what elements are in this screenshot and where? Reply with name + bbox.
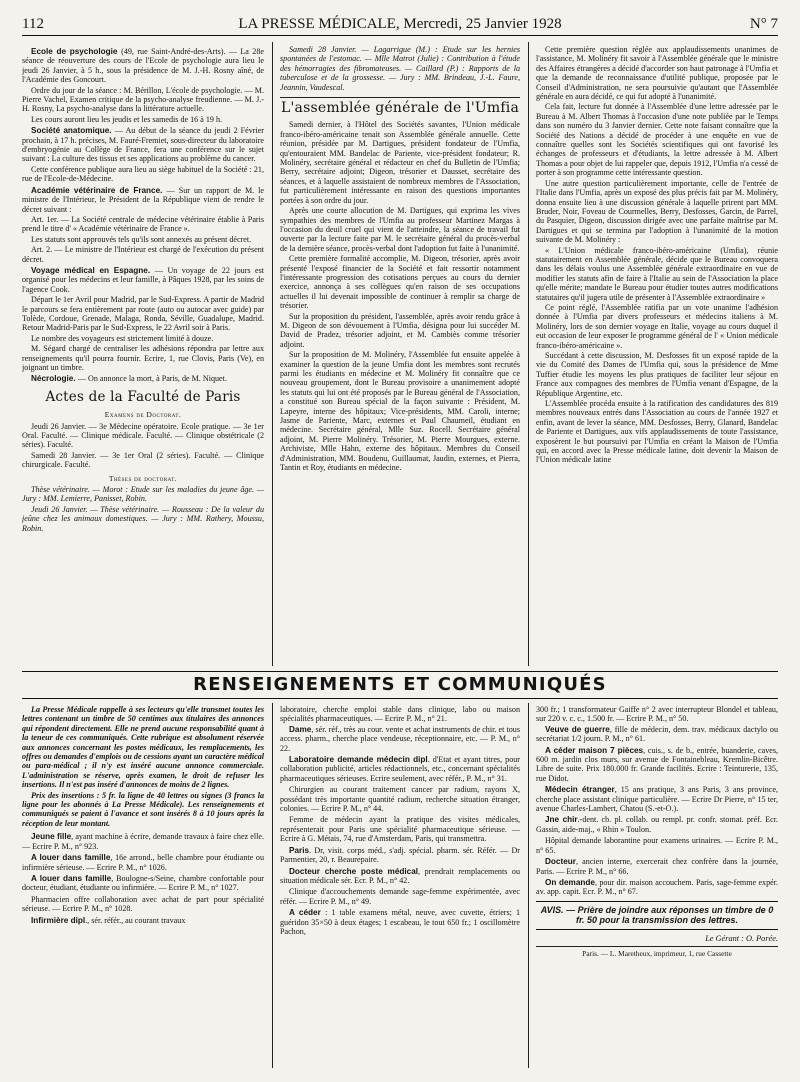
column-1 — [22, 45, 264, 669]
classified-ad — [22, 832, 264, 851]
ad-text: ., sér. référ., au courant travaux — [85, 915, 186, 925]
article-paragraph — [536, 246, 778, 302]
classified-ad — [280, 755, 520, 783]
classified-ad — [536, 815, 778, 834]
item-heading: Nécrologie. — [31, 374, 78, 384]
exam-paragraph: Jeudi 26 Janvier. — 3e Médecine opératoire. Ecole pratique. — 3e 1er Oral. Faculté. — Clinique médicale. Faculté. — Clinique obstétricale (2 séries). Faculté. — [22, 421, 264, 450]
classified-ad — [536, 836, 778, 855]
ad-text: Clinique d'accouchements demande sage-femme expérimentée, avec référ. — Ecrire P. M., n° 49. — [280, 887, 520, 906]
item-text: Cette conférence publique aura lieu au siège habituel de la Société : 21, rue de l'Ecole-de-Médecine. — [22, 164, 264, 184]
ad-lead: Infirmière dipl — [31, 915, 86, 925]
printer-line: Paris. — L. Maretheux, imprimeur, 1, rue Cassette — [536, 946, 778, 958]
item-text: Art. 2. — Le ministre de l'Intérieur est chargé de l'exécution du présent décret. — [22, 245, 264, 264]
ads-pricing: Prix des insertions : 5 fr. la ligne de 40 lettres ou signes (3 francs la ligne pour les abonnés à La Presse Médicale). Les renseignements et communiqués se paient à l'avance et sont insérés 8 à 10 jours après la réception de leur montant. — [22, 790, 264, 828]
news-item — [22, 266, 264, 294]
ad-text: , sér. réf., très au cour. vente et achat instruments de chir. et tous access. pharm., cherche place vendeuse, réceptionnaire, etc. — P. M., n° 22. — [280, 724, 520, 753]
news-item — [22, 215, 264, 234]
ad-text: Pharmacien offre collaboration avec achat de part pour spécialité sérieuse. — Ecrire P. M., n° 1028. — [22, 894, 264, 914]
item-text: 300 fr.; 1 transformateur Gaiffe n° 2 avec interrupteur Blondel et tableau, sur 220 v. c. c., 1.500 fr. — Ecrire P. M., n° 50. — [536, 705, 778, 724]
ad-text: .-dent. cb. pl. collab. ou rempl. pr. confr. stomat. préf. Ecr. Gassin, aide-maj., « Rhin » Toulon. — [536, 815, 778, 834]
section-title: RENSEIGNEMENTS ET COMMUNIQUÉS — [193, 674, 607, 695]
classified-ad — [280, 846, 520, 865]
item-heading: Voyage médical en Espagne. — [31, 265, 155, 275]
exam-paragraph: Samedi 28 Janvier. — 3e 1er Oral (2 séries). Faculté. — Clinique chirurgicale. Faculté. — [22, 450, 264, 470]
ad-text: , prendrait remplacements ou situation médicale sér. Ecr. P. M., n° 42. — [280, 866, 520, 885]
article-paragraph — [536, 399, 778, 465]
ad-text: , pour dir. maison accouchem. Paris, sage-femme expér. av. app. capit. Ecr. P. M., n° 67. — [536, 877, 778, 897]
page-header — [22, 16, 778, 36]
item-heading: Académie vétérinaire de France. — [31, 185, 167, 195]
classified-ad — [280, 887, 520, 906]
ads-intro: La Presse Médicale rappelle à ses lecteurs qu'elle transmet toutes les lettres contenant un timbre de 50 centimes aux titulaires des annonces qui répondent directement. Elle ne prend aucune responsabilité quant à la teneur de ces communiqués. Cette rubrique est absolument réservée aux annonces concernant les postes médicaux, les remplacements, les offres ou demandes d'emplois ou de cessions ayant un caractère médical ou para-médical ; il n'y est inséré aucune annonce commerciale. L'administration se réserve, après examen, le droit de refuser les insertions. Il n'est pas inséré d'annonces de moins de 2 lignes. — [22, 705, 264, 790]
ad-text: , cuis., s. de b., entrée, buanderie, caves, 600 m. jardin clos murs, sur avenue de Fontainebleau, Kremlin-Bicêtre. Libre de suite. Prix 180.000 fr. Grande facilités. Ecrire : Teinturerie, 135, rue Didot. — [536, 745, 778, 783]
item-text: Ordre du jour de la séance : M. Bérillon, L'école de psychologie. — M. Pierre Vachel, Examen critique de la psycho-analyse freudienne. — M. J.-H. Rosny, La psycho-analyse dans la littérature actuelle. — [22, 85, 264, 114]
column-rule — [272, 703, 273, 1068]
news-item — [22, 86, 264, 114]
umfia-article — [280, 120, 520, 472]
ad-text: Chirurgien au courant traitement cancer par radium, rayons X, possédant très importante quantité radium, recherche situation étranger, colonies. — Ecrire P. M., n° 44. — [280, 785, 520, 814]
news-item — [22, 344, 264, 372]
classified-ad — [536, 785, 778, 813]
column-rule — [528, 703, 529, 1068]
news-item — [22, 186, 264, 214]
thesis-paragraph: Jeudi 26 Janvier. — Thèse vétérinaire. — Rousseau : De la valeur du jeûne chez les animaux domestiques. — Jury : MM. Rathery, Moussu, Robin. — [22, 504, 264, 533]
ad-text: , ancien interne, exercerait chez confrère dans la journée, Paris. — Ecrire P. M., n° 66. — [536, 857, 778, 876]
thesis-paragraph: Thèse vétérinaire. — Morot : Etude sur les maladies du jeune âge. — Jury : MM. Lemierre, Panisset, Robin. — [22, 485, 264, 504]
umfia-article-continued — [536, 45, 778, 465]
classified-ad — [280, 705, 520, 724]
ad-lead: Laboratoire demande médecin dipl — [289, 755, 428, 765]
ad-lead: Docteur cherche poste médical — [289, 866, 419, 876]
article-paragraph — [536, 102, 778, 177]
ad-lead: A louer dans famille — [31, 853, 111, 863]
item-text: (49, rue Saint-André-des-Arts). — La 28e séance de réouverture des cours de l'Ecole de psychologie aura lieu le jeudi 26 Janvier, à 5 h., sous la présidence de M. J.-H. Rosny aîné, de l'Académie des Goncourt. — [22, 47, 264, 85]
item-text: Une autre question particulièrement importante, celle de l'entrée de l'Italie dans l'Umfia, après un exposé des plus précis fait par M. Molinéry, donna ensuite lieu à une discussion générale à laquelle prirent part MM. Bruder, Noir, Foveau de Courmelles, Berry, Desfosses, Garcin, de Parrel, du Pasquier, Digeon, discussion dirigée avec une parfaite maîtrise par M. Dartigues et qui se termina par l'adoption à l'unanimité de la motion suivante de M. Molinéry : — [536, 178, 778, 245]
article-paragraph — [280, 312, 520, 350]
classified-ad — [536, 725, 778, 744]
thesis-heading: Thèses de doctorat. — [108, 473, 178, 483]
item-heading: Ecole de psychologie — [31, 47, 122, 56]
news-item — [22, 126, 264, 164]
ads-column-2 — [280, 705, 520, 1075]
news-item — [22, 334, 264, 343]
item-text: Les statuts sont approuvés tels qu'ils sont annexés au présent décret. — [31, 234, 252, 244]
issue-number: N° 7 — [749, 16, 778, 32]
news-list — [22, 47, 264, 384]
item-text: M. Ségard chargé de centraliser les adhésions répondra par lettre aux renseignements qu'il pourra fournir. Ecrire, 1, rue Clovis, Paris (Ve), en joignant un timbre. — [22, 344, 264, 372]
column-rule — [528, 42, 529, 666]
item-text: Succédant à cette discussion, M. Desfosses fit un exposé rapide de la vie du Comité des Dames de l'Umfia qui, sous la présidence de Mme Tuffier étudie les moyens les plus pratiques de faciliter leur séjour en France aux compagnes des membres de l'Umfia venant d'Espagne, de la République Argentine, etc. — [536, 351, 778, 398]
umfia-title: L'assemblée générale de l'Umfia — [281, 100, 519, 117]
classified-ad — [536, 878, 778, 897]
item-text: Cela fait, lecture fut donnée à l'Assemblée d'une lettre adressée par le Bureau à M. Albert Thomas à l'occasion d'une note publiée par le Temps dans son numéro du 3 Janvier dernier. Cette note faisant connaître que la Société des Nations a décidé de procéder à une enquête en vue de connaître quelles sont les Sociétés scientifiques qui ont favorisé les échanges de professeurs et d'étudiants, la lettre adressée à M. Albert Thomas a pour objet de lui rappeler que, depuis 1912, l'Umfia n'a cessé de porter à son programme cette intéressante question. — [536, 102, 778, 178]
item-text: — Sur un rapport de M. le ministre de l'Intérieur, le Président de la République vient de rendre le décret suivant : — [22, 185, 264, 214]
article-paragraph — [536, 45, 778, 101]
ads-list — [536, 705, 778, 897]
ads-list — [22, 832, 264, 925]
ad-lead: A céder maison 7 pièces — [545, 745, 644, 755]
classified-ad — [22, 874, 264, 893]
item-text: laboratoire, cherche emploi stable dans clinique, labo ou maison spécialités pharmaceutiques. — Ecrire P. M., n° 21. — [280, 705, 520, 724]
section-band — [22, 671, 778, 699]
article-paragraph — [280, 254, 520, 310]
ad-lead: On demande — [545, 877, 595, 887]
classified-ad — [536, 705, 778, 724]
item-text: Départ le 1er Avril pour Madrid, par le Sud-Express. A partir de Madrid le parcours se fera entièrement par route (auto ou autocar avec guide) par Tolède, Cordoue, Grenade, Malaga, Ronda, Séville, Guadalupe, Madrid. Retour Madrid-Paris par le Sud-Express, le 22 Avril soir à Paris. — [22, 295, 264, 333]
ads-column-1 — [22, 705, 264, 1075]
ads-list — [280, 705, 520, 936]
classified-ad — [22, 895, 264, 914]
faculte-title: Actes de la Faculté de Paris — [45, 388, 241, 405]
item-text: Après une courte allocution de M. Dartigues, qui exprima les vives sympathies des membres de l'Umfia au professeur Martinez Margas à l'occasion du deuil cruel qui vient de l'atteindre, la séance de travail fut ouverte par la lecture faite par M. le secrétaire général du procès-verbal de la dernière séance, procès-verbal dont l'adoption fut faite à l'unanimité. — [280, 206, 520, 253]
item-heading: Société anatomique. — [31, 126, 115, 136]
column-rule — [272, 42, 273, 666]
news-item — [22, 165, 264, 184]
item-text: — Au début de la séance du jeudi 2 Février prochain, à 17 h. précises, M. Fauré-Fremiet, sous-directeur du laboratoire d'embryogénie au Collège de France, fera une conférence sur le sujet suivant : La culture des tissus et ses applications au problème du cancer. — [22, 126, 264, 164]
item-text: Sur la proposition du président, l'assemblée, après avoir rendu grâce à M. Digeon de son dévouement à l'Umfia, désigna pour lui succéder M. David de Pradez, trésorier adjoint, et M. Cambiès comme trésorier adjoint. — [280, 311, 520, 349]
column-3 — [536, 45, 778, 669]
item-text: « L'Union médicale franco-ibéro-américaine (Umfia), réunie statutairement en Assemblée générale, décide que le Bureau convoquera dans les délais voulus une Assemblée générale extraordinaire en vue de modifier les statuts afin de faire à l'Italie au sein de l'Association la place qu'elle mérite; mandate le Bureau pour étudier toutes autres modifications statutaires qu'il jugera utile de présenter à l'Assemblée extraordinaire » — [536, 245, 778, 302]
news-item — [22, 115, 264, 124]
ad-text: , 15 ans pratique, 3 ans Paris, 3 ans province, cherche place assistant clinique particulière. — Ecrire Dr Pierre, n° 15 ter, avenue Charles-Lambert, Chatou (S.-et-O.). — [536, 785, 778, 814]
article-paragraph — [536, 179, 778, 245]
item-text: Art. 1er. — La Société centrale de médecine vétérinaire établie à Paris prend le titre d' « Académie vétérinaire de France ». — [22, 214, 264, 234]
article-paragraph — [536, 351, 778, 398]
classified-ad — [22, 916, 264, 925]
ad-text: , 16e arrond., belle chambre pour étudiante ou infirmière sérieuse. — Ecrire P. M., n° 1026. — [22, 853, 264, 872]
news-item — [22, 235, 264, 244]
classified-ad — [280, 867, 520, 886]
classified-ad — [280, 725, 520, 753]
news-item — [22, 374, 264, 383]
ad-lead: A louer dans famille — [31, 873, 112, 883]
news-item — [22, 295, 264, 333]
item-text: Cette première question réglée aux applaudissements unanimes de l'assistance, M. Molinéry fit savoir à l'Assemblée générale que le ministre des Affaires étrangères a décidé d'accorder son haut patronage à l'Umfia et que la demande de reconnaissance d'utilité publique, proposée par le Conseil d'Administration, ne sera poursuivie qu'autant que l'Assemblée générale en aura décidé, ce qui fut adopté à l'unanimité. — [536, 45, 778, 102]
classified-ad — [280, 815, 520, 843]
ad-lead: Jne chir — [545, 815, 578, 825]
avis-notice: AVIS. — Prière de joindre aux réponses un timbre de 0 fr. 50 pour la transmission des lettres. — [536, 901, 778, 930]
column-2 — [280, 45, 520, 669]
ad-lead: Médecin étranger — [545, 785, 615, 795]
thesis-continued: Samedi 28 Janvier. — Lagarrigue (M.) : Etude sur les hernies spontanées de l'estomac. — Mlle Matrot (Julie) : Contribution à l'étude des hémorragies des fibromateuses. — Caillard (P.) : Rapports de la tuberculose et de la grossesse. — Jury : MM. Brindeau, J.-L. Faure, Jeannin, Vaudescal. — [280, 45, 520, 92]
article-paragraph — [280, 120, 520, 205]
ad-text: Hôpital demande laborantine pour examens urinaires. — Ecrire P. M., n° 65. — [536, 836, 778, 855]
ad-lead: Docteur — [545, 857, 576, 867]
item-text: Les cours auront lieu les jeudis et les samedis de 16 à 19 h. — [31, 114, 223, 124]
exam-heading: Examens de Doctorat. — [104, 410, 182, 420]
ad-lead: Veuve de guerre — [545, 724, 610, 734]
ad-lead: A céder — [289, 908, 326, 918]
journal-title: LA PRESSE MÉDICALE, Mercredi, 25 Janvier 1928 — [238, 16, 562, 32]
ad-lead: Paris — [289, 845, 310, 855]
item-text: Sur la proposition de M. Molinéry, l'Assemblée fut ensuite appelée à examiner la question de la jeune Umfia dont les membres sont recrutés parmi les étudiants en médecine et M. Molinéry fit connaître que ce nouveau groupement, dont le Bureau provisoire a unanimement adopté les statuts qui lui ont été proposés par le Bureau général de l'Association, a constitué son Bureau spécial de la façon suivante : Président, M. Lapeyre, interne des hôpitaux; Vice-présidents, MM. Caroli, interne; Jasme de Pariente, Marc, externes et Paul Chaumeil, étudiant en médecine. Secrétaire général, Mlle Suz. Rocell. Secrétaire général adjoint, M. Pierre Molinéry. Trésorier, M. Pierre Mourgues, externe. Archiviste, Mlle Hahn, externe des hôpitaux. Membres du Conseil d'Administration, MM. Boudenu, Guillaumat, Jaudin, externes, et Pierra, Tantin et Roy, étudiants en médecine. — [280, 350, 520, 473]
news-item — [22, 47, 264, 85]
classified-ad — [280, 908, 520, 936]
classified-ad — [280, 785, 520, 813]
item-text: L'Assemblée procéda ensuite à la ratification des candidatures des 819 membres nouveaux entrés dans l'Association au cours de l'année 1927 et enfin, avant de lever la séance, MM. Desfosses, Berry, Glanard, Bandelac de Pariente et Dartigues, aux vifs applaudissements de toute l'assistance, exposèrent le but poursuivi par l'Umfia en créant la Maison de l'Umfia qui, en accord avec la Presse médicale latine, doit devenir la Maison de l'Union médicale latine — [536, 399, 778, 465]
ad-text: , Boulogne-s/Seine, chambre confortable pour docteur, étudiant, étudiante ou infirmière. — Ecrire P. M., n° 1027. — [22, 873, 264, 893]
item-text: Le nombre des voyageurs est strictement limité à douze. — [31, 333, 214, 343]
item-text: Ce point réglé, l'Assemblée ratifia par un vote unanime l'adhésion donnée à l'Umfia par divers professeurs et médecins italiens à M. Molinéry, lors de son dernier voyage en Italie, voyage au cours duquel il eut occasion de leur exposer le programme général de l' « Union médicale franco-ibéro-américaine ». — [536, 302, 778, 350]
news-item — [22, 245, 264, 264]
item-text: Cette première formalité accomplie, M. Digeon, trésorier, après avoir présenté l'exposé financier de la Société et fait ressortir notamment l'intéressante progression des cotisations perçues au cours du dernier exercice, annonça à ses collègues qu'en raison de ses occupations actuelles il lui devenait impossible de continuer à remplir sa charge de trésorier. — [280, 254, 520, 311]
ad-text: , ayant machine à écrire, demande travaux à faire chez elle. — Ecrire P. M., n° 923. — [22, 832, 264, 851]
classified-ad — [22, 853, 264, 872]
item-text: Samedi dernier, à l'Hôtel des Sociétés savantes, l'Union médicale franco-ibéro-américaine tenait son Assemblée générale annuelle. Cette réunion, présidée par M. Dartigues, président fondateur de l'Umfia, qu'entouraient MM. Bandelac de Pariente, vice-président fondateur; R. Molinéry, secrétaire général et rédacteur en chef du Bulletin de l'Umfia; Berry, secrétaire adjoint; Digeon, trésorier et Dausset, secrétaire des séances, et à laquelle assistaient de nombreux membres de l'Association, fut particulièrement intéressante en raison des questions importantes portées à son ordre du jour. — [280, 120, 520, 205]
article-paragraph — [536, 303, 778, 350]
ad-lead: Dame — [289, 724, 312, 734]
article-paragraph — [280, 206, 520, 253]
article-paragraph — [280, 350, 520, 472]
classified-ad — [536, 857, 778, 876]
ads-column-3 — [536, 705, 778, 1075]
ad-lead: Jeune fille — [31, 832, 72, 842]
ad-text: Femme de médecin ayant la pratique des visites médicales, représenterait pour Paris une spécialité pharmaceutique sérieuse. — Ecrire à G. Métais, 74, rue d'Amsterdam, Paris, qui transmettra. — [280, 815, 520, 844]
gerant-line: Le Gérant : O. Porée. — [705, 933, 778, 943]
ad-text: . d'Etat et ayant titres, pour collaboration publicité, articles rédactionnels, etc., concernant spécialités pharmaceutiques sérieuses. Ecrire seulement, avec référ., P. M., n° 31. — [280, 755, 520, 783]
item-text: — Un voyage de 22 jours est organisé pour les médecins et leur famille, à Pâques 1928, par les soins de l'agence Cook. — [22, 265, 264, 294]
ad-text: , fille de médecin, dem. trav. médicaux dactylo ou secrétariat 1/2 journ. P. M., n° 61. — [536, 724, 778, 744]
ad-text: . Dr, visit. corps méd., s'adj. spécial. pharm. sér. Référ. — Dr Parmentier, 20, r. Beaurepaire. — [280, 845, 520, 865]
classified-ad — [536, 746, 778, 784]
item-text: — On annonce la mort, à Paris, de M. Niquet. — [77, 374, 227, 384]
page-number: 112 — [22, 16, 44, 32]
ad-text: : 1 table examens métal, neuve, avec cuvette, étriers; 1 guéridon 35×50 à deux étages; 1 escabeau, le tout 650 fr.; 1 oscillomètre Pachon, — [280, 908, 520, 936]
